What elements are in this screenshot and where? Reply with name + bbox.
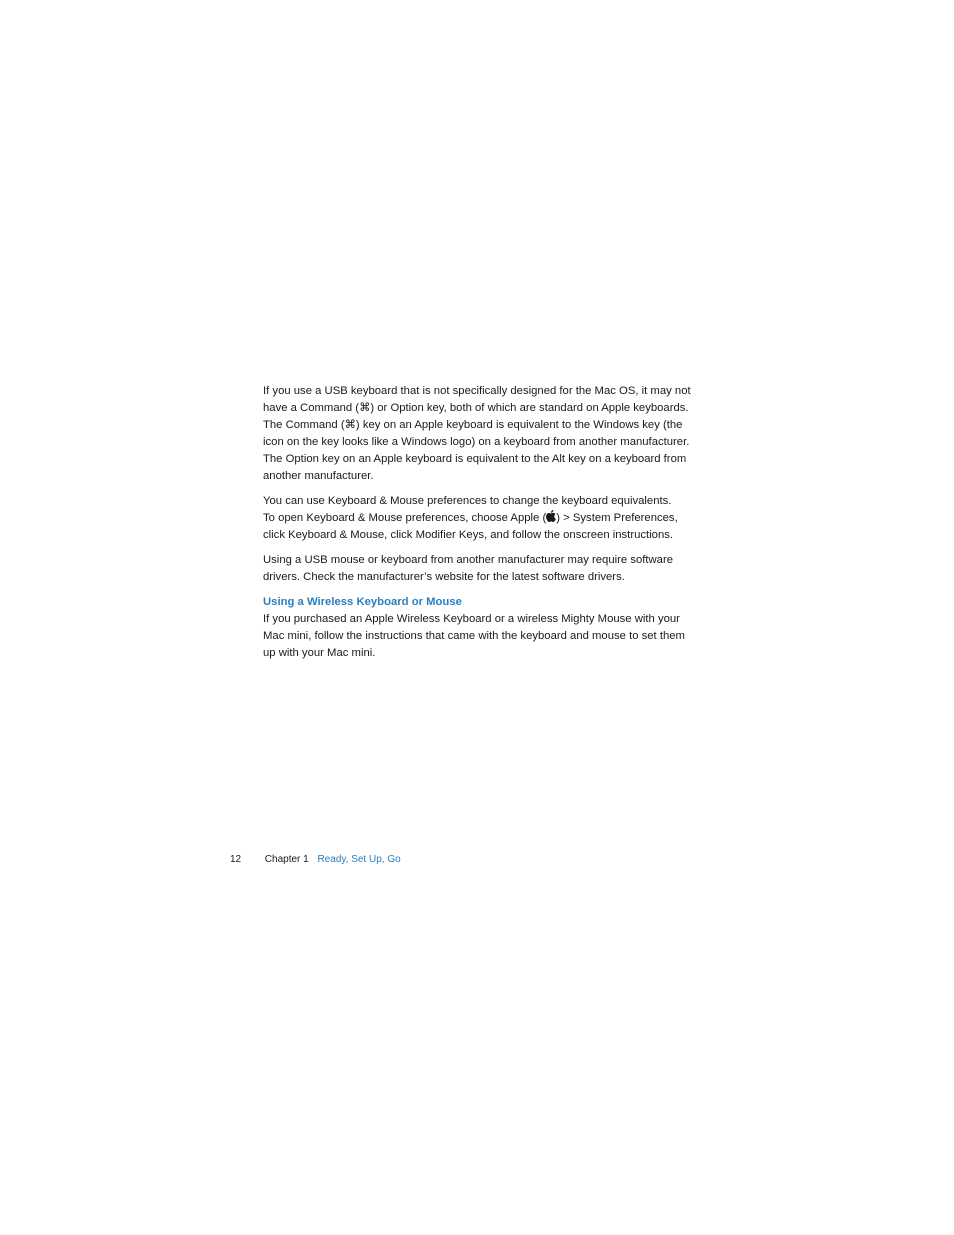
paragraph-usb-mouse — [263, 552, 708, 586]
text-line-with-apple — [263, 510, 708, 527]
text-line: up with your Mac mini. — [263, 647, 376, 659]
text-line: Using a USB mouse or keyboard from another manufacturer may require software — [263, 554, 674, 566]
text-line: drivers. Check the manufacturer’s website for the latest software drivers. — [263, 571, 625, 583]
text-fragment: ) > System Preferences, — [556, 512, 678, 524]
page-number: 12 — [230, 854, 242, 865]
section-wireless — [263, 594, 708, 662]
text-line: If you use a USB keyboard that is not specifically designed for the Mac OS, it may not — [263, 385, 691, 397]
chapter-label: Chapter 1 — [264, 854, 309, 865]
page-footer — [230, 853, 401, 867]
text-line: If you purchased an Apple Wireless Keyboard or a wireless Mighty Mouse with your — [263, 613, 680, 625]
document-body — [263, 383, 708, 670]
text-fragment: To open Keyboard & Mouse preferences, choose Apple ( — [263, 512, 547, 524]
text-line: have a Command (⌘) or Option key, both of which are standard on Apple keyboards. — [263, 402, 689, 414]
text-line: click Keyboard & Mouse, click Modifier Keys, and follow the onscreen instructions. — [263, 529, 674, 541]
text-line: You can use Keyboard & Mouse preferences to change the keyboard equivalents. — [263, 495, 672, 507]
section-heading: Using a Wireless Keyboard or Mouse — [263, 596, 462, 608]
apple-logo-icon — [546, 510, 556, 522]
text-line: Mac mini, follow the instructions that came with the keyboard and mouse to set them — [263, 630, 685, 642]
chapter-title: Ready, Set Up, Go — [317, 854, 401, 865]
text-line: another manufacturer. — [263, 470, 374, 482]
paragraph-keyboard-preferences — [263, 493, 708, 544]
paragraph-usb-keyboard — [263, 383, 708, 485]
text-line: The Option key on an Apple keyboard is equivalent to the Alt key on a keyboard from — [263, 453, 687, 465]
text-line: The Command (⌘) key on an Apple keyboard is equivalent to the Windows key (the — [263, 419, 683, 431]
text-line: icon on the key looks like a Windows logo) on a keyboard from another manufacturer. — [263, 436, 690, 448]
